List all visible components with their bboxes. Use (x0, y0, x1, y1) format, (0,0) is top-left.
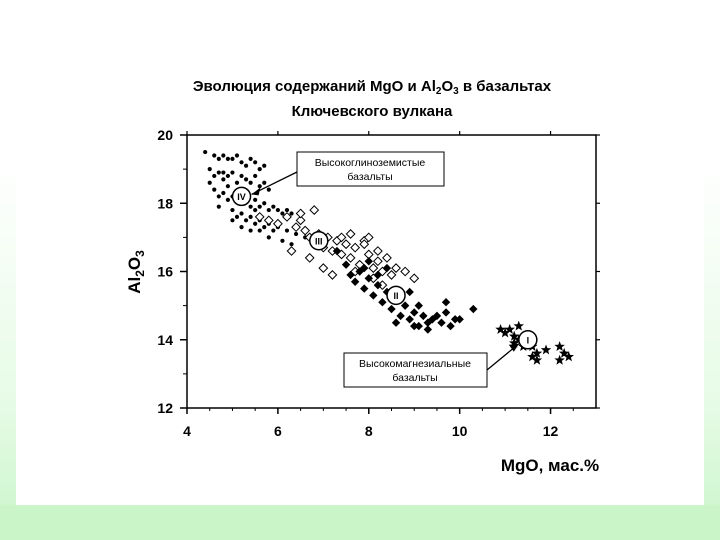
zone-label: III (315, 236, 323, 247)
point-dot (235, 215, 239, 219)
point-open-diamond (328, 271, 336, 279)
point-open-diamond (296, 209, 304, 217)
point-filled-diamond (360, 284, 368, 292)
point-dot (253, 160, 257, 164)
point-open-diamond (256, 213, 264, 221)
point-dot (221, 153, 225, 157)
point-filled-diamond (442, 308, 450, 316)
point-filled-diamond (405, 288, 413, 296)
point-dot (226, 184, 230, 188)
point-dot (235, 181, 239, 185)
high-magnesia-label-line1: Высокомагнезиальные (359, 358, 471, 370)
point-open-diamond (274, 220, 282, 228)
point-open-diamond (374, 257, 382, 265)
point-dot (271, 205, 275, 209)
point-filled-diamond (424, 325, 432, 333)
point-dot (221, 170, 225, 174)
point-dot (217, 194, 221, 198)
point-filled-diamond (437, 318, 445, 326)
point-dot (267, 188, 271, 192)
point-filled-diamond (442, 298, 450, 306)
point-dot (289, 211, 293, 215)
point-dot (289, 242, 293, 246)
point-dot (212, 174, 216, 178)
point-filled-diamond (392, 318, 400, 326)
point-dot (249, 181, 253, 185)
point-filled-diamond (405, 315, 413, 323)
point-dot (262, 201, 266, 205)
point-open-diamond (383, 254, 391, 262)
x-tick-label: 4 (183, 423, 191, 439)
zone-label: IV (237, 191, 246, 202)
point-dot (217, 170, 221, 174)
point-dot (258, 167, 262, 171)
point-dot (253, 174, 257, 178)
point-dot (253, 198, 257, 202)
point-filled-diamond (415, 301, 423, 309)
point-dot (280, 211, 284, 215)
point-star (541, 345, 551, 355)
point-dot (258, 184, 262, 188)
point-open-diamond (310, 206, 318, 214)
point-dot (208, 167, 212, 171)
point-dot (226, 198, 230, 202)
x-tick-label: 12 (542, 423, 559, 439)
point-star (554, 341, 565, 351)
point-dot (294, 232, 298, 236)
point-dot (285, 208, 289, 212)
point-dot (249, 157, 253, 161)
point-open-diamond (351, 243, 359, 251)
point-dot (267, 235, 271, 239)
point-filled-diamond (378, 298, 386, 306)
point-filled-diamond (369, 291, 377, 299)
point-dot (221, 191, 225, 195)
point-filled-diamond (387, 305, 395, 313)
point-dot (221, 177, 225, 181)
point-dot (212, 153, 216, 157)
point-dot (280, 239, 284, 243)
point-filled-diamond (410, 322, 418, 330)
zone-label: II (393, 290, 399, 301)
chart-title-line1: Эволюция содержаний MgO и $Al_2O_3$ в базальтах (192, 78, 552, 97)
y-tick-label: 20 (157, 127, 173, 143)
point-dot (285, 228, 289, 232)
point-open-diamond (374, 247, 382, 255)
point-open-diamond (287, 247, 295, 255)
high-alumina-label-line1: Высокоглиноземистые (314, 157, 426, 169)
point-open-diamond (401, 267, 409, 275)
point-dot (262, 225, 266, 229)
point-dot (230, 170, 234, 174)
chart-title-line2: Ключевского вулкана (291, 103, 453, 120)
point-star (514, 321, 525, 331)
point-dot (249, 228, 253, 232)
x-tick-label: 8 (364, 423, 373, 439)
point-dot (217, 157, 221, 161)
y-tick-label: 18 (157, 195, 173, 212)
point-dot (212, 188, 216, 192)
point-dot (230, 208, 234, 212)
point-dot (249, 215, 253, 219)
point-dot (239, 160, 243, 164)
point-dot (239, 225, 243, 229)
point-dot (239, 174, 243, 178)
point-open-diamond (369, 264, 377, 272)
point-dot (217, 205, 221, 209)
point-filled-diamond (410, 308, 418, 316)
point-open-diamond (346, 230, 354, 238)
point-dot (230, 218, 234, 222)
x-axis-label: MgO, мас.% (500, 456, 600, 475)
point-dot (235, 153, 239, 157)
point-open-diamond (306, 254, 314, 262)
point-filled-diamond (455, 315, 463, 323)
y-axis-label: $Al_2O_3$ (125, 250, 147, 294)
point-dot (258, 205, 262, 209)
point-dot (244, 164, 248, 168)
high-magnesia-label-line2: базальты (392, 372, 438, 384)
point-dot (276, 208, 280, 212)
point-filled-diamond (342, 260, 350, 268)
point-filled-diamond (396, 312, 404, 320)
point-dot (208, 181, 212, 185)
zone-label: I (526, 335, 530, 346)
point-dot (253, 208, 257, 212)
x-tick-label: 10 (451, 423, 468, 439)
point-dot (271, 228, 275, 232)
point-dot (262, 181, 266, 185)
point-open-diamond (410, 274, 418, 282)
high-alumina-label-line2: базальты (347, 171, 393, 183)
point-open-diamond (265, 216, 273, 224)
point-filled-diamond (469, 305, 477, 313)
point-dot (262, 164, 266, 168)
x-tick-label: 6 (273, 423, 282, 439)
point-dot (258, 228, 262, 232)
y-tick-label: 12 (157, 400, 173, 416)
point-dot (226, 157, 230, 161)
y-tick-label: 16 (157, 263, 173, 280)
point-filled-diamond (446, 322, 454, 330)
point-open-diamond (301, 226, 309, 234)
point-filled-diamond (365, 257, 373, 265)
point-dot (203, 150, 207, 154)
high-alumina-arrowhead (252, 187, 261, 195)
point-dot (267, 208, 271, 212)
point-dot (230, 157, 234, 161)
point-open-diamond (292, 223, 300, 231)
point-open-diamond (319, 264, 327, 272)
point-open-diamond (342, 240, 350, 248)
point-dot (253, 222, 257, 226)
point-open-diamond (346, 254, 354, 262)
point-dot (244, 177, 248, 181)
point-open-diamond (387, 271, 395, 279)
point-filled-diamond (351, 278, 359, 286)
y-tick-label: 14 (157, 331, 173, 348)
point-dot (239, 211, 243, 215)
point-dot (244, 218, 248, 222)
point-open-diamond (392, 264, 400, 272)
point-filled-diamond (419, 312, 427, 320)
point-dot (249, 205, 253, 209)
point-dot (226, 174, 230, 178)
